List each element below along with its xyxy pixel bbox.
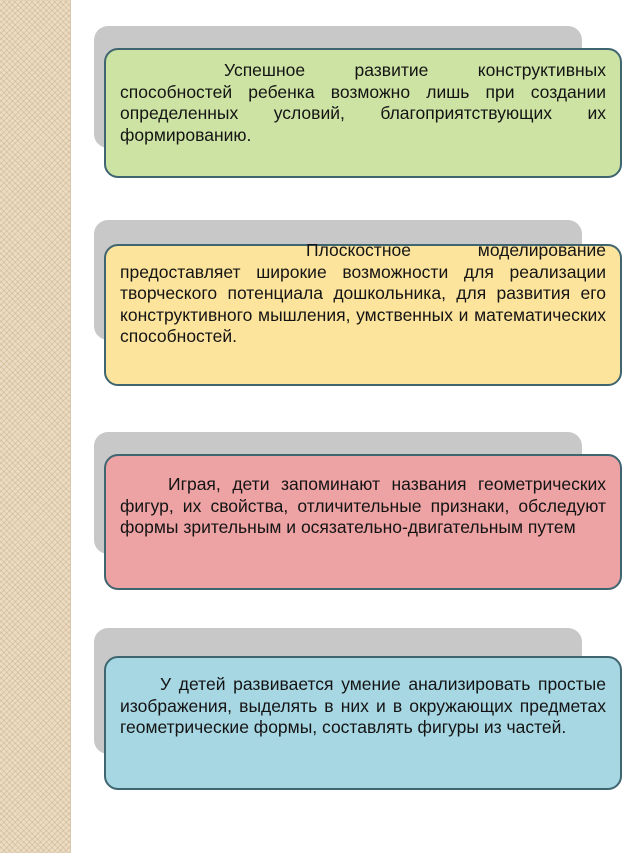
info-card-1 [104, 48, 622, 178]
card-text: Успешное развитие конструктивных способностей ребенка возможно лишь при создании определенных условий, благоприятствующих их формированию. [120, 60, 606, 145]
card-text: Играя, дети запоминают названия геометрических фигур, их свойства, отличительные признаки, обследуют формы зрительным и осязательно-двигательным путем [120, 474, 606, 537]
info-card-2 [104, 240, 622, 386]
info-card-4 [104, 656, 622, 790]
card-text: Плоскостное моделирование предоставляет широкие возможности для реализации творческого потенциала дошкольника, для развития его конструктивного мышления, умственных и математических способностей. [120, 240, 606, 346]
info-card-3 [104, 454, 622, 590]
card-text: У детей развивается умение анализировать простые изображения, выделять в них и в окружающих предметах геометрические формы, составлять фигуры из частей. [120, 674, 606, 737]
decorative-side-strip [0, 0, 71, 853]
